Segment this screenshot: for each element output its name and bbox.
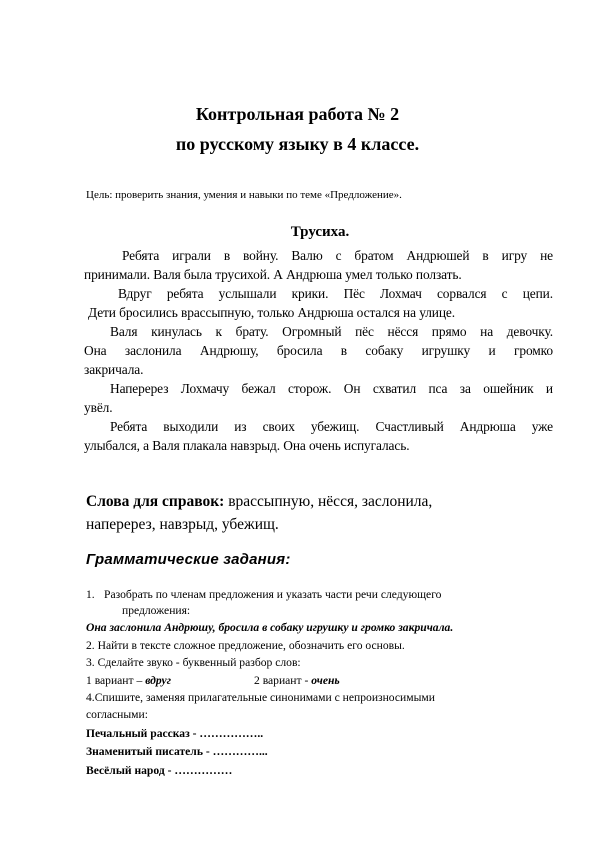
task-1-text: Разобрать по членам предложения и указать части речи следующего bbox=[104, 588, 442, 601]
task-1-sentence: Она заслонила Андрюшу, бросила в собаку игрушку и громко закричала. bbox=[86, 621, 454, 634]
variant-1-label: 1 вариант – bbox=[86, 674, 146, 687]
story-line: Дети бросились врассыпную, только Андрюша остался на улице. bbox=[88, 305, 456, 320]
page-title-line-1: Контрольная работа № 2 bbox=[195, 104, 400, 124]
story-line: принимали. Валя была трусихой. А Андрюша умел только ползать. bbox=[84, 267, 462, 282]
grammar-heading: Грамматические задания: bbox=[86, 551, 291, 568]
story-line: Наперерез Лохмачу бежал сторож. Он схватил пса за ошейник и bbox=[110, 381, 553, 396]
page-title-line-2: по русскому языку в 4 классе. bbox=[175, 134, 420, 154]
reference-words-line-1 bbox=[86, 493, 432, 511]
story-line: закричала. bbox=[84, 362, 144, 377]
task-4-text-cont: согласными: bbox=[86, 708, 148, 721]
exercise-item: Знаменитый писатель - …………... bbox=[86, 745, 268, 758]
task-4-text: 4.Спишите, заменяя прилагательные синонимами с непроизносимыми bbox=[86, 691, 435, 704]
reference-words: врассыпную, нёсся, заслонила, bbox=[224, 493, 433, 510]
story-line: Вдруг ребята услышали крики. Пёс Лохмач сорвался с цепи. bbox=[118, 286, 553, 301]
story-title: Трусиха. bbox=[290, 224, 350, 240]
goal-text: Цель: проверить знания, умения и навыки по теме «Предложение». bbox=[86, 189, 402, 201]
story-line: Ребята выходили из своих убежищ. Счастливый Андрюша уже bbox=[110, 419, 553, 434]
variant-2 bbox=[254, 674, 340, 687]
reference-words-line-2: наперерез, навзрыд, убежищ. bbox=[86, 516, 279, 533]
reference-label: Слова для справок: bbox=[86, 493, 225, 510]
task-1-number: 1. bbox=[86, 588, 95, 601]
variant-2-label: 2 вариант - bbox=[254, 674, 312, 687]
variant-2-word: очень bbox=[311, 674, 340, 687]
story-line: Валя кинулась к брату. Огромный пёс нёсся прямо на девочку. bbox=[110, 324, 553, 339]
task-2-text: 2. Найти в тексте сложное предложение, обозначить его основы. bbox=[86, 639, 405, 652]
variant-1-word: вдруг bbox=[145, 674, 171, 687]
exercise-item: Весёлый народ - …………… bbox=[86, 764, 233, 777]
story-line: Ребята играли в войну. Валю с братом Андрюшей в игру не bbox=[122, 248, 553, 263]
variant-1 bbox=[86, 674, 171, 687]
task-1-text-cont: предложения: bbox=[122, 604, 191, 617]
task-3-text: 3. Сделайте звуко - буквенный разбор слов: bbox=[86, 656, 301, 669]
exercise-item: Печальный рассказ - …………….. bbox=[86, 727, 264, 740]
story-line: Она заслонила Андрюшу, бросила в собаку игрушку и громко bbox=[84, 343, 553, 358]
story-line: улыбался, а Валя плакала навзрыд. Она очень испугалась. bbox=[84, 438, 410, 453]
story-line: увёл. bbox=[84, 400, 113, 415]
